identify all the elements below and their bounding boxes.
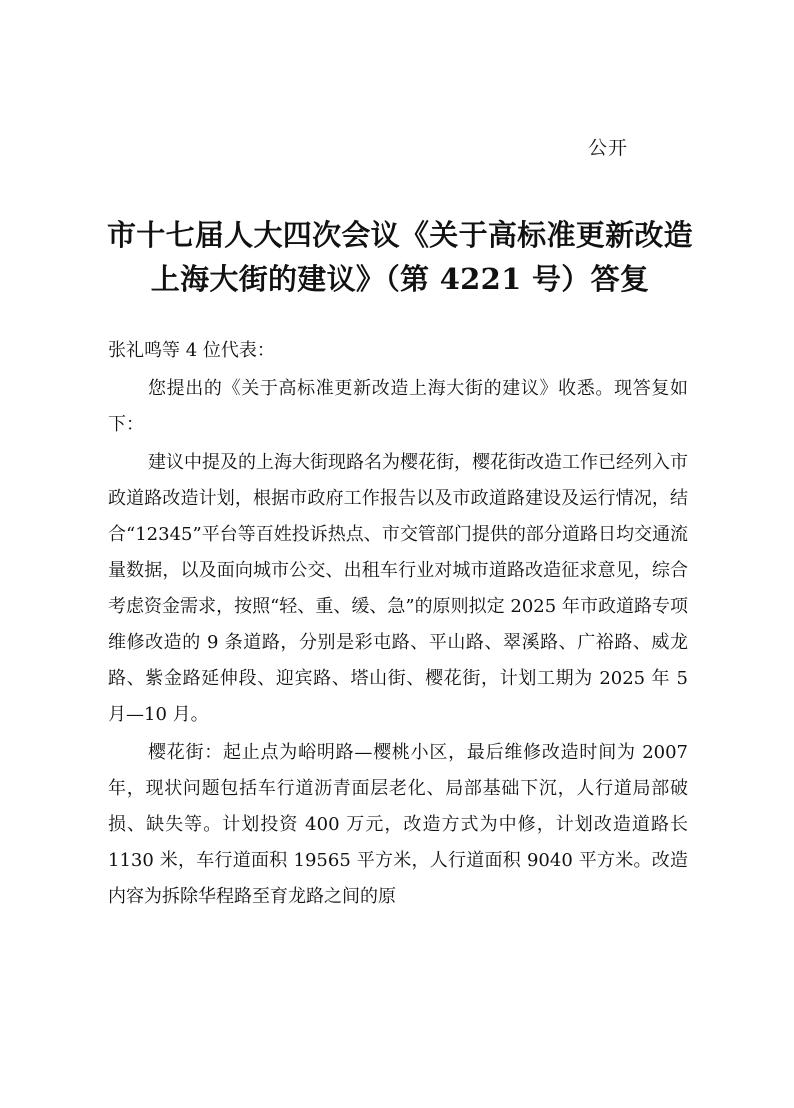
paragraph-renovation-plan: 建议中提及的上海大街现路名为樱花街，樱花街改造工作已经列入市政道路改造计划，根据市政府工作报告以及市政道路建设及运行情况，结合“12345”平台等百姓投诉热点、市交管部门提供的部分道路日均交通流量数据，以及面向城市公交、出租车行业对城市道路改造征求意见，综合考虑资金需求，按照“轻、重、缓、急”的原则拟定 2025 年市政道路专项维修改造的 9 条道路，分别是彩屯路、平山路、翠溪路、广裕路、威龙路、紫金路延伸段、迎宾路、塔山街、樱花街，计划工期为 2025 年 5 月—10 月。 [108, 452, 688, 725]
salutation: 张礼鸣等 4 位代表： [108, 340, 275, 361]
paragraph-acknowledgement: 您提出的《关于高标准更新改造上海大街的建议》收悉。现答复如下： [108, 378, 688, 435]
disclosure-marker: 公开 [588, 137, 629, 159]
paragraph-yinghua-street: 樱花街：起止点为峪明路—樱桃小区，最后维修改造时间为 2007 年，现状问题包括车行道沥青面层老化、局部基础下沉，人行道局部破损、缺失等。计划投资 400 万元，改造方式为中修，计划改造道路长 1130 米，车行道面积 19565 平方米，人行道面积 9040 平方米。改造内容为拆除华程路至育龙路之间的原 [108, 742, 688, 907]
document-title [100, 213, 700, 301]
document-body [108, 333, 688, 917]
title-line-2: 上海大街的建议》（第 4221 号）答复 [150, 262, 650, 296]
title-line-1: 市十七届人大四次会议《关于高标准更新改造 [106, 218, 693, 252]
